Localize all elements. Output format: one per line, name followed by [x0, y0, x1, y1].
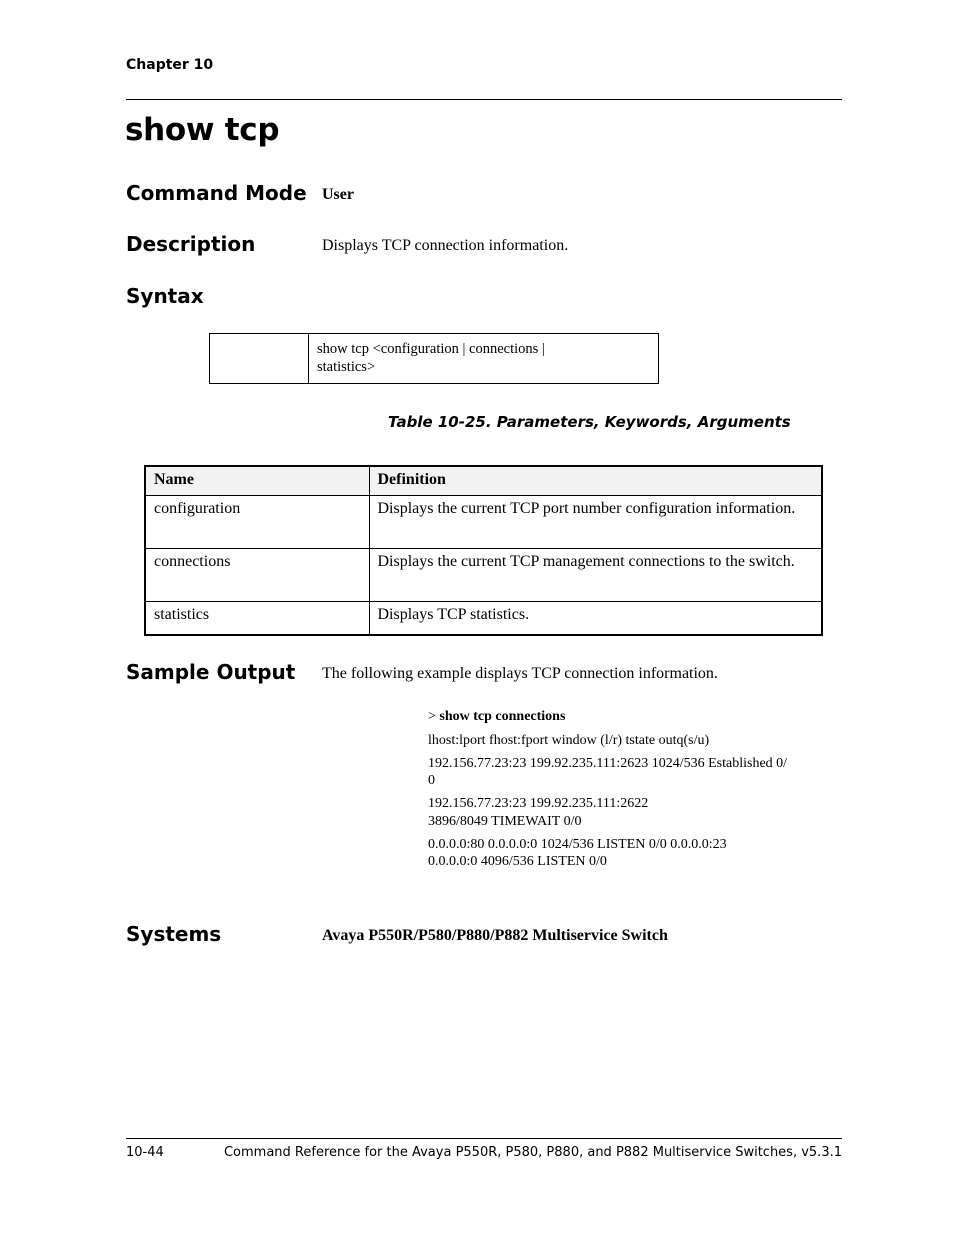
- syntax-heading: Syntax: [126, 284, 204, 308]
- footer-divider: [126, 1138, 842, 1139]
- footer-doc-title: Command Reference for the Avaya P550R, P580, P880, and P882 Multiservice Switches, v5.3.1: [223, 1145, 842, 1160]
- command-prompt: >: [428, 709, 436, 724]
- table-row: [145, 549, 822, 602]
- column-header-definition: Definition: [369, 466, 822, 496]
- sample-command: show tcp connections: [439, 709, 566, 724]
- parameters-table: [144, 465, 823, 636]
- table-header-row: [145, 466, 822, 496]
- output-line: 192.156.77.23:23 199.92.235.111:2623 1024/536 Established 0/: [428, 756, 788, 771]
- table-row: [145, 496, 822, 549]
- sample-output-heading: Sample Output: [126, 660, 296, 684]
- param-definition: Displays the current TCP management connections to the switch.: [369, 549, 822, 602]
- chapter-label: Chapter 10: [126, 57, 214, 73]
- systems-heading: Systems: [126, 922, 222, 946]
- syntax-cell: [309, 334, 658, 383]
- param-definition: Displays TCP statistics.: [369, 602, 822, 636]
- sample-command-line: [428, 708, 842, 725]
- output-line: 0.0.0.0:0 4096/536 LISTEN 0/0: [428, 854, 607, 869]
- sample-output-intro: The following example displays TCP connection information.: [322, 665, 718, 682]
- param-name: configuration: [145, 496, 369, 549]
- syntax-line-2: statistics>: [317, 359, 376, 375]
- description-text: Displays TCP connection information.: [322, 237, 569, 254]
- param-name: statistics: [145, 602, 369, 636]
- column-header-name: Name: [145, 466, 369, 496]
- output-line: 0: [428, 773, 435, 788]
- header-divider: [126, 99, 842, 100]
- table-caption: Table 10-25. Parameters, Keywords, Arguments: [388, 413, 791, 431]
- param-definition: Displays the current TCP port number configuration information.: [369, 496, 822, 549]
- page-title: show tcp: [125, 112, 280, 148]
- systems-value: Avaya P550R/P580/P880/P882 Multiservice Switch: [322, 927, 668, 944]
- table-row: [145, 602, 822, 636]
- command-mode-value: User: [322, 186, 354, 203]
- page-number: 10-44: [126, 1145, 164, 1160]
- output-line: 192.156.77.23:23 199.92.235.111:2622: [428, 796, 649, 811]
- output-line: 0.0.0.0:80 0.0.0.0:0 1024/536 LISTEN 0/0 0.0.0.0:23: [428, 837, 727, 852]
- output-line: 3896/8049 TIMEWAIT 0/0: [428, 814, 582, 829]
- output-line: lhost:lport fhost:fport window (l/r) tstate outq(s/u): [428, 733, 710, 748]
- syntax-blank-cell: [210, 334, 309, 383]
- description-heading: Description: [126, 232, 256, 256]
- syntax-box: [209, 333, 659, 384]
- command-mode-heading: Command Mode: [126, 181, 307, 205]
- syntax-line-1: show tcp <configuration | connections |: [317, 341, 545, 357]
- param-name: connections: [145, 549, 369, 602]
